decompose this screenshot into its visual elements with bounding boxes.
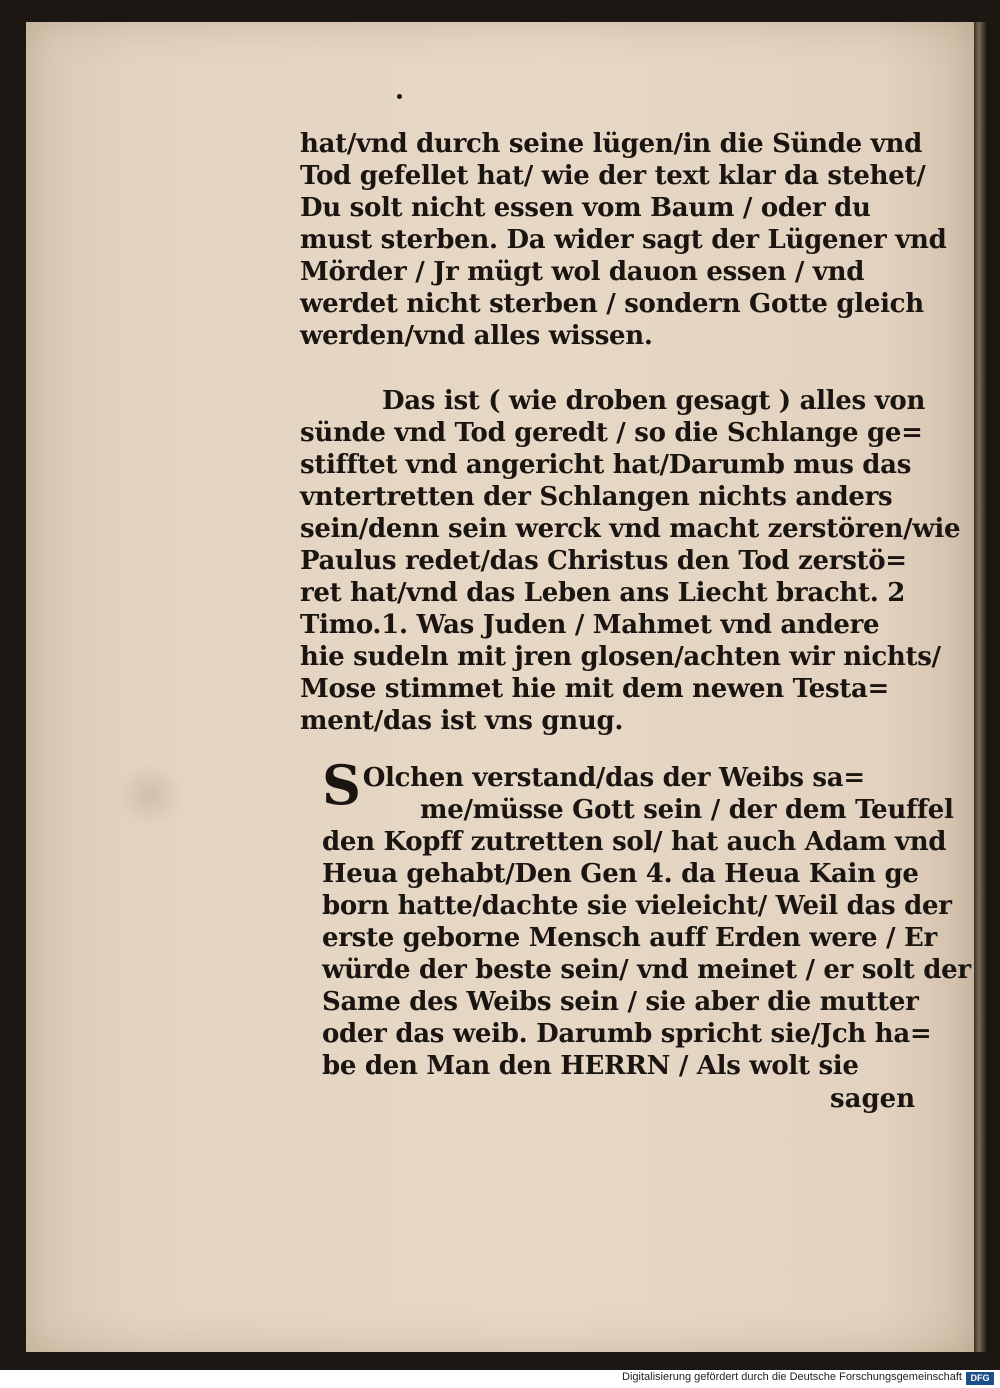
- catchword: sagen: [830, 1084, 916, 1114]
- text-line: hie sudeln mit jren glosen/achten wir nichts/: [300, 642, 941, 672]
- funding-credit: Digitalisierung gefördert durch die Deutsche Forschungsgemeinschaft: [622, 1371, 962, 1383]
- dfg-logo: DFG: [966, 1372, 994, 1385]
- footer-bar: [0, 1370, 1000, 1388]
- ink-dot: [397, 94, 402, 99]
- page-edge: [974, 22, 986, 1352]
- paragraph-2: [300, 385, 960, 737]
- text-line: stifftet vnd angericht hat/Darumb mus das: [300, 450, 912, 480]
- text-line: Olchen verstand/das der Weibs sa=: [362, 763, 865, 793]
- text-line: werden/vnd alles wissen.: [300, 321, 653, 351]
- text-line: Mörder / Jr mügt wol dauon essen / vnd: [300, 257, 865, 287]
- text-line: Tod gefellet hat/ wie der text klar da stehet/: [300, 161, 926, 191]
- paragraph-3: [322, 753, 971, 1082]
- text-line: Das ist ( wie droben gesagt ) alles von: [382, 386, 926, 416]
- text-line: sein/denn sein werck vnd macht zerstören/wie: [300, 514, 961, 544]
- text-line: must sterben. Da wider sagt der Lügener vnd: [300, 225, 947, 255]
- paper-stain: [120, 760, 180, 830]
- text-line: Mose stimmet hie mit dem newen Testa=: [300, 674, 890, 704]
- text-line: Heua gehabt/Den Gen 4. da Heua Kain ge: [322, 859, 919, 889]
- text-line: Paulus redet/das Christus den Tod zerstö=: [300, 546, 907, 576]
- text-line: oder das weib. Darumb spricht sie/Jch ha=: [322, 1019, 932, 1049]
- text-line: me/müsse Gott sein / der dem Teuffel: [420, 795, 954, 825]
- text-line: werdet nicht sterben / sondern Gotte gleich: [300, 289, 924, 319]
- text-line: sünde vnd Tod geredt / so die Schlange ge=: [300, 418, 923, 448]
- text-line: be den Man den HERRN / Als wolt sie: [322, 1051, 859, 1081]
- text-line: erste geborne Mensch auff Erden were / Er: [322, 923, 937, 953]
- text-line: den Kopff zutretten sol/ hat auch Adam vnd: [322, 827, 947, 857]
- text-line: würde der beste sein/ vnd meinet / er solt der: [322, 955, 971, 985]
- paragraph-1: [300, 128, 947, 352]
- text-line: Du solt nicht essen vom Baum / oder du: [300, 193, 871, 223]
- text-line: vntertretten der Schlangen nichts anders: [300, 482, 893, 512]
- text-line: ment/das ist vns gnug.: [300, 706, 624, 736]
- text-line: Timo.1. Was Juden / Mahmet vnd andere: [300, 610, 880, 640]
- text-line: born hatte/dachte sie vieleicht/ Weil das der: [322, 891, 952, 921]
- text-line: hat/vnd durch seine lügen/in die Sünde vnd: [300, 129, 922, 159]
- text-line: ret hat/vnd das Leben ans Liecht bracht. 2: [300, 578, 906, 608]
- text-line: Same des Weibs sein / sie aber die mutter: [322, 987, 919, 1017]
- drop-cap-initial: S: [322, 753, 361, 817]
